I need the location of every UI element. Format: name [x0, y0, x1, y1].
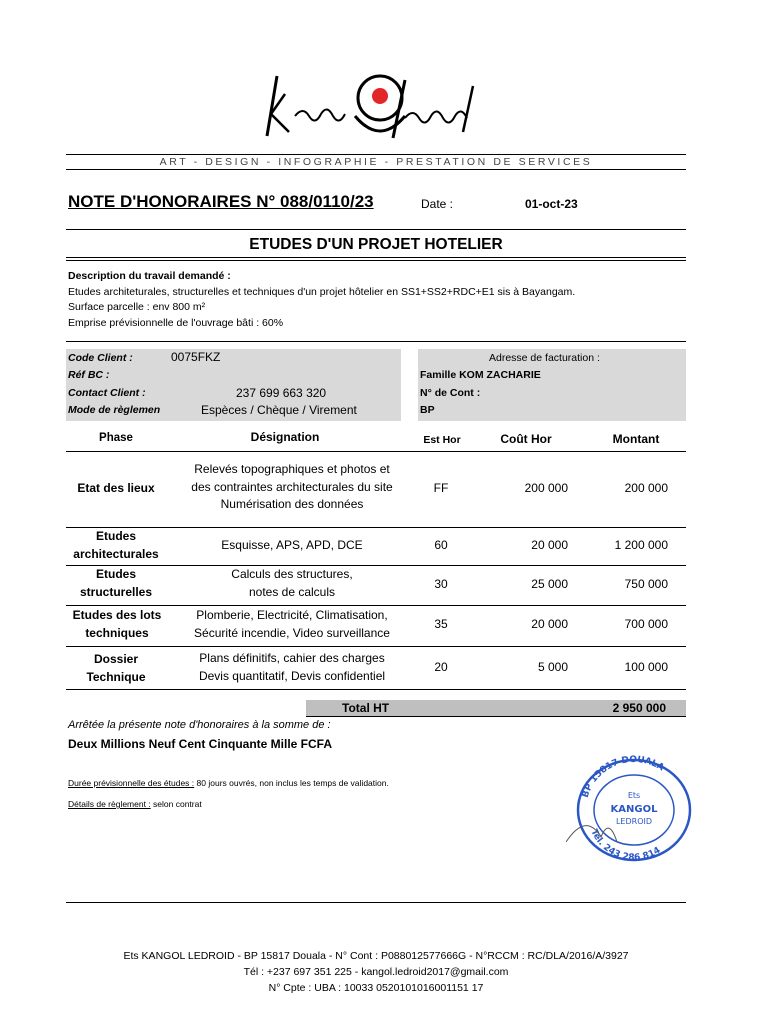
- designation-cell: [162, 461, 422, 514]
- designation-cell: [162, 566, 422, 601]
- phase-line: Etudes: [95, 567, 136, 581]
- header-rule-top: [66, 154, 686, 155]
- header-rule-bottom: [66, 169, 686, 170]
- montant-cell: 700 000: [624, 617, 668, 631]
- footer-contact-line: Tél : +237 697 351 225 - kangol.ledroid2017@gmail.com: [243, 966, 509, 978]
- cout-hor-cell: 5 000: [537, 660, 568, 674]
- est-hor-cell: 35: [434, 617, 448, 631]
- designation-line: Plans définitifs, cahier des charges: [199, 651, 385, 665]
- designation-cell: [162, 607, 422, 642]
- footer-company-line: Ets KANGOL LEDROID - BP 15817 Douala - N° Cont : P088012577666G - N°RCCM : RC/DLA/2016/A/3927: [123, 950, 629, 962]
- phase-cell: [66, 528, 166, 563]
- total-ht-row: [306, 700, 686, 717]
- date-value: 01-oct-23: [525, 197, 578, 211]
- phase-line: Technique: [86, 669, 146, 684]
- stamp-center-line: Ets: [627, 791, 641, 800]
- designation-line: Numérisation des données: [220, 497, 364, 511]
- montant-cell: 750 000: [624, 577, 668, 591]
- phase-line: techniques: [85, 625, 149, 640]
- amount-intro: Arrêtée la présente note d'honoraires à la somme de :: [68, 719, 331, 731]
- contact-label: Contact Client :: [68, 387, 146, 399]
- amount-in-words: Deux Millions Neuf Cent Cinquante Mille FCFA: [68, 737, 333, 751]
- company-tagline: ART - DESIGN - INFOGRAPHIE - PRESTATION DE SERVICES: [159, 156, 593, 168]
- total-ht-label: Total HT: [342, 701, 390, 715]
- phase-line: Etudes: [95, 529, 136, 543]
- designation-line: Relevés topographiques et photos et: [194, 462, 390, 476]
- title-rule-bottom-2: [66, 260, 686, 261]
- payment-mode-value: Espèces / Chèque / Virement: [201, 403, 357, 417]
- duration-label: Durée prévisionnelle des études :: [68, 778, 195, 788]
- stamp-bottom-text: Tél. 243 286 814: [588, 828, 663, 862]
- designation-line: Plomberie, Electricité, Climatisation,: [196, 608, 388, 622]
- ref-bc-label: Réf BC :: [68, 369, 110, 381]
- designation-cell: Esquisse, APS, APD, DCE: [221, 538, 363, 552]
- stamp-center-line: LEDROID: [615, 817, 653, 826]
- payment-details-note: [68, 799, 202, 809]
- phase-cell: Etat des lieux: [77, 481, 155, 495]
- designation-line: Calculs des structures,: [231, 567, 353, 581]
- duration-value: 80 jours ouvrés, non inclus les temps de validation.: [194, 778, 389, 788]
- description-rule: [66, 341, 686, 342]
- phase-line: Dossier: [93, 652, 139, 666]
- col-header-cout-hor: Coût Hor: [500, 432, 552, 446]
- description-line: Emprise prévisionnelle de l'ouvrage bâti : 60%: [68, 316, 284, 329]
- payment-details-value: selon contrat: [150, 799, 202, 809]
- montant-cell: 200 000: [624, 481, 668, 495]
- billing-name: Famille KOM ZACHARIE: [420, 369, 541, 381]
- designation-cell: [162, 650, 422, 685]
- billing-cont-label: N° de Cont :: [420, 387, 481, 399]
- payment-details-label: Détails de règlement :: [68, 799, 151, 809]
- title-rule-bottom: [66, 257, 686, 258]
- phase-line: architecturales: [73, 546, 159, 561]
- table-row: [66, 528, 686, 565]
- phase-cell: [66, 566, 166, 601]
- company-stamp: [566, 752, 706, 862]
- stamp-center-line: KANGOL: [610, 804, 658, 815]
- title-rule-top: [66, 229, 686, 230]
- work-description: [68, 269, 575, 331]
- table-row: [66, 606, 686, 646]
- table-rule: [66, 689, 686, 690]
- phase-cell: [66, 651, 166, 686]
- stamp-top-text: BP 15817 DOUALA: [580, 754, 666, 800]
- duration-note: [68, 778, 389, 788]
- phase-line: Etudes des lots: [72, 608, 162, 622]
- est-hor-cell: FF: [433, 481, 449, 495]
- footer-rule: [66, 902, 686, 903]
- total-ht-value: 2 950 000: [612, 701, 666, 715]
- col-header-montant: Montant: [612, 432, 660, 446]
- cout-hor-cell: 200 000: [524, 481, 568, 495]
- cout-hor-cell: 25 000: [531, 577, 568, 591]
- col-header-phase: Phase: [99, 432, 133, 444]
- client-code-label: Code Client :: [68, 352, 133, 364]
- montant-cell: 1 200 000: [614, 538, 668, 552]
- project-title: ETUDES D'UN PROJET HOTELIER: [249, 236, 503, 253]
- client-code-value: 0075FKZ: [171, 350, 221, 364]
- designation-line: notes de calculs: [248, 584, 336, 599]
- billing-address-box: [418, 349, 686, 421]
- designation-line: Devis quantitatif, Devis confidentiel: [198, 668, 386, 683]
- note-title: NOTE D'HONORAIRES N° 088/0110/23: [68, 192, 374, 211]
- payment-mode-label: Mode de règlemen: [68, 404, 161, 416]
- col-header-designation: Désignation: [250, 430, 320, 444]
- date-label: Date :: [421, 197, 454, 211]
- table-row: [66, 647, 686, 689]
- designation-line: Sécurité incendie, Video surveillance: [194, 625, 390, 640]
- designation-line: des contraintes architecturales du site: [191, 479, 393, 494]
- est-hor-cell: 20: [434, 660, 448, 674]
- phase-cell: [66, 607, 168, 642]
- description-heading: Description du travail demandé :: [68, 270, 231, 282]
- footer-account-line: N° Cpte : UBA : 10033 0520101016001151 17: [268, 982, 484, 994]
- table-row: [66, 452, 686, 527]
- table-row: [66, 566, 686, 605]
- client-info-box: [66, 349, 401, 421]
- montant-cell: 100 000: [624, 660, 668, 674]
- cout-hor-cell: 20 000: [531, 538, 568, 552]
- col-header-est-hor: Est Hor: [423, 434, 461, 446]
- contact-value: 237 699 663 320: [236, 386, 327, 400]
- description-line: Etudes architeturales, structurelles et techniques d'un projet hôtelier en SS1+SS2+RDC+E1 sis à Bayangam.: [68, 285, 576, 298]
- cout-hor-cell: 20 000: [531, 617, 568, 631]
- description-line: Surface parcelle : env 800 m²: [68, 301, 206, 313]
- billing-bp-label: BP: [420, 404, 435, 416]
- est-hor-cell: 30: [434, 577, 448, 591]
- company-logo: [255, 66, 495, 152]
- est-hor-cell: 60: [434, 538, 448, 552]
- billing-title: Adresse de facturation :: [489, 352, 600, 364]
- phase-line: structurelles: [79, 584, 153, 599]
